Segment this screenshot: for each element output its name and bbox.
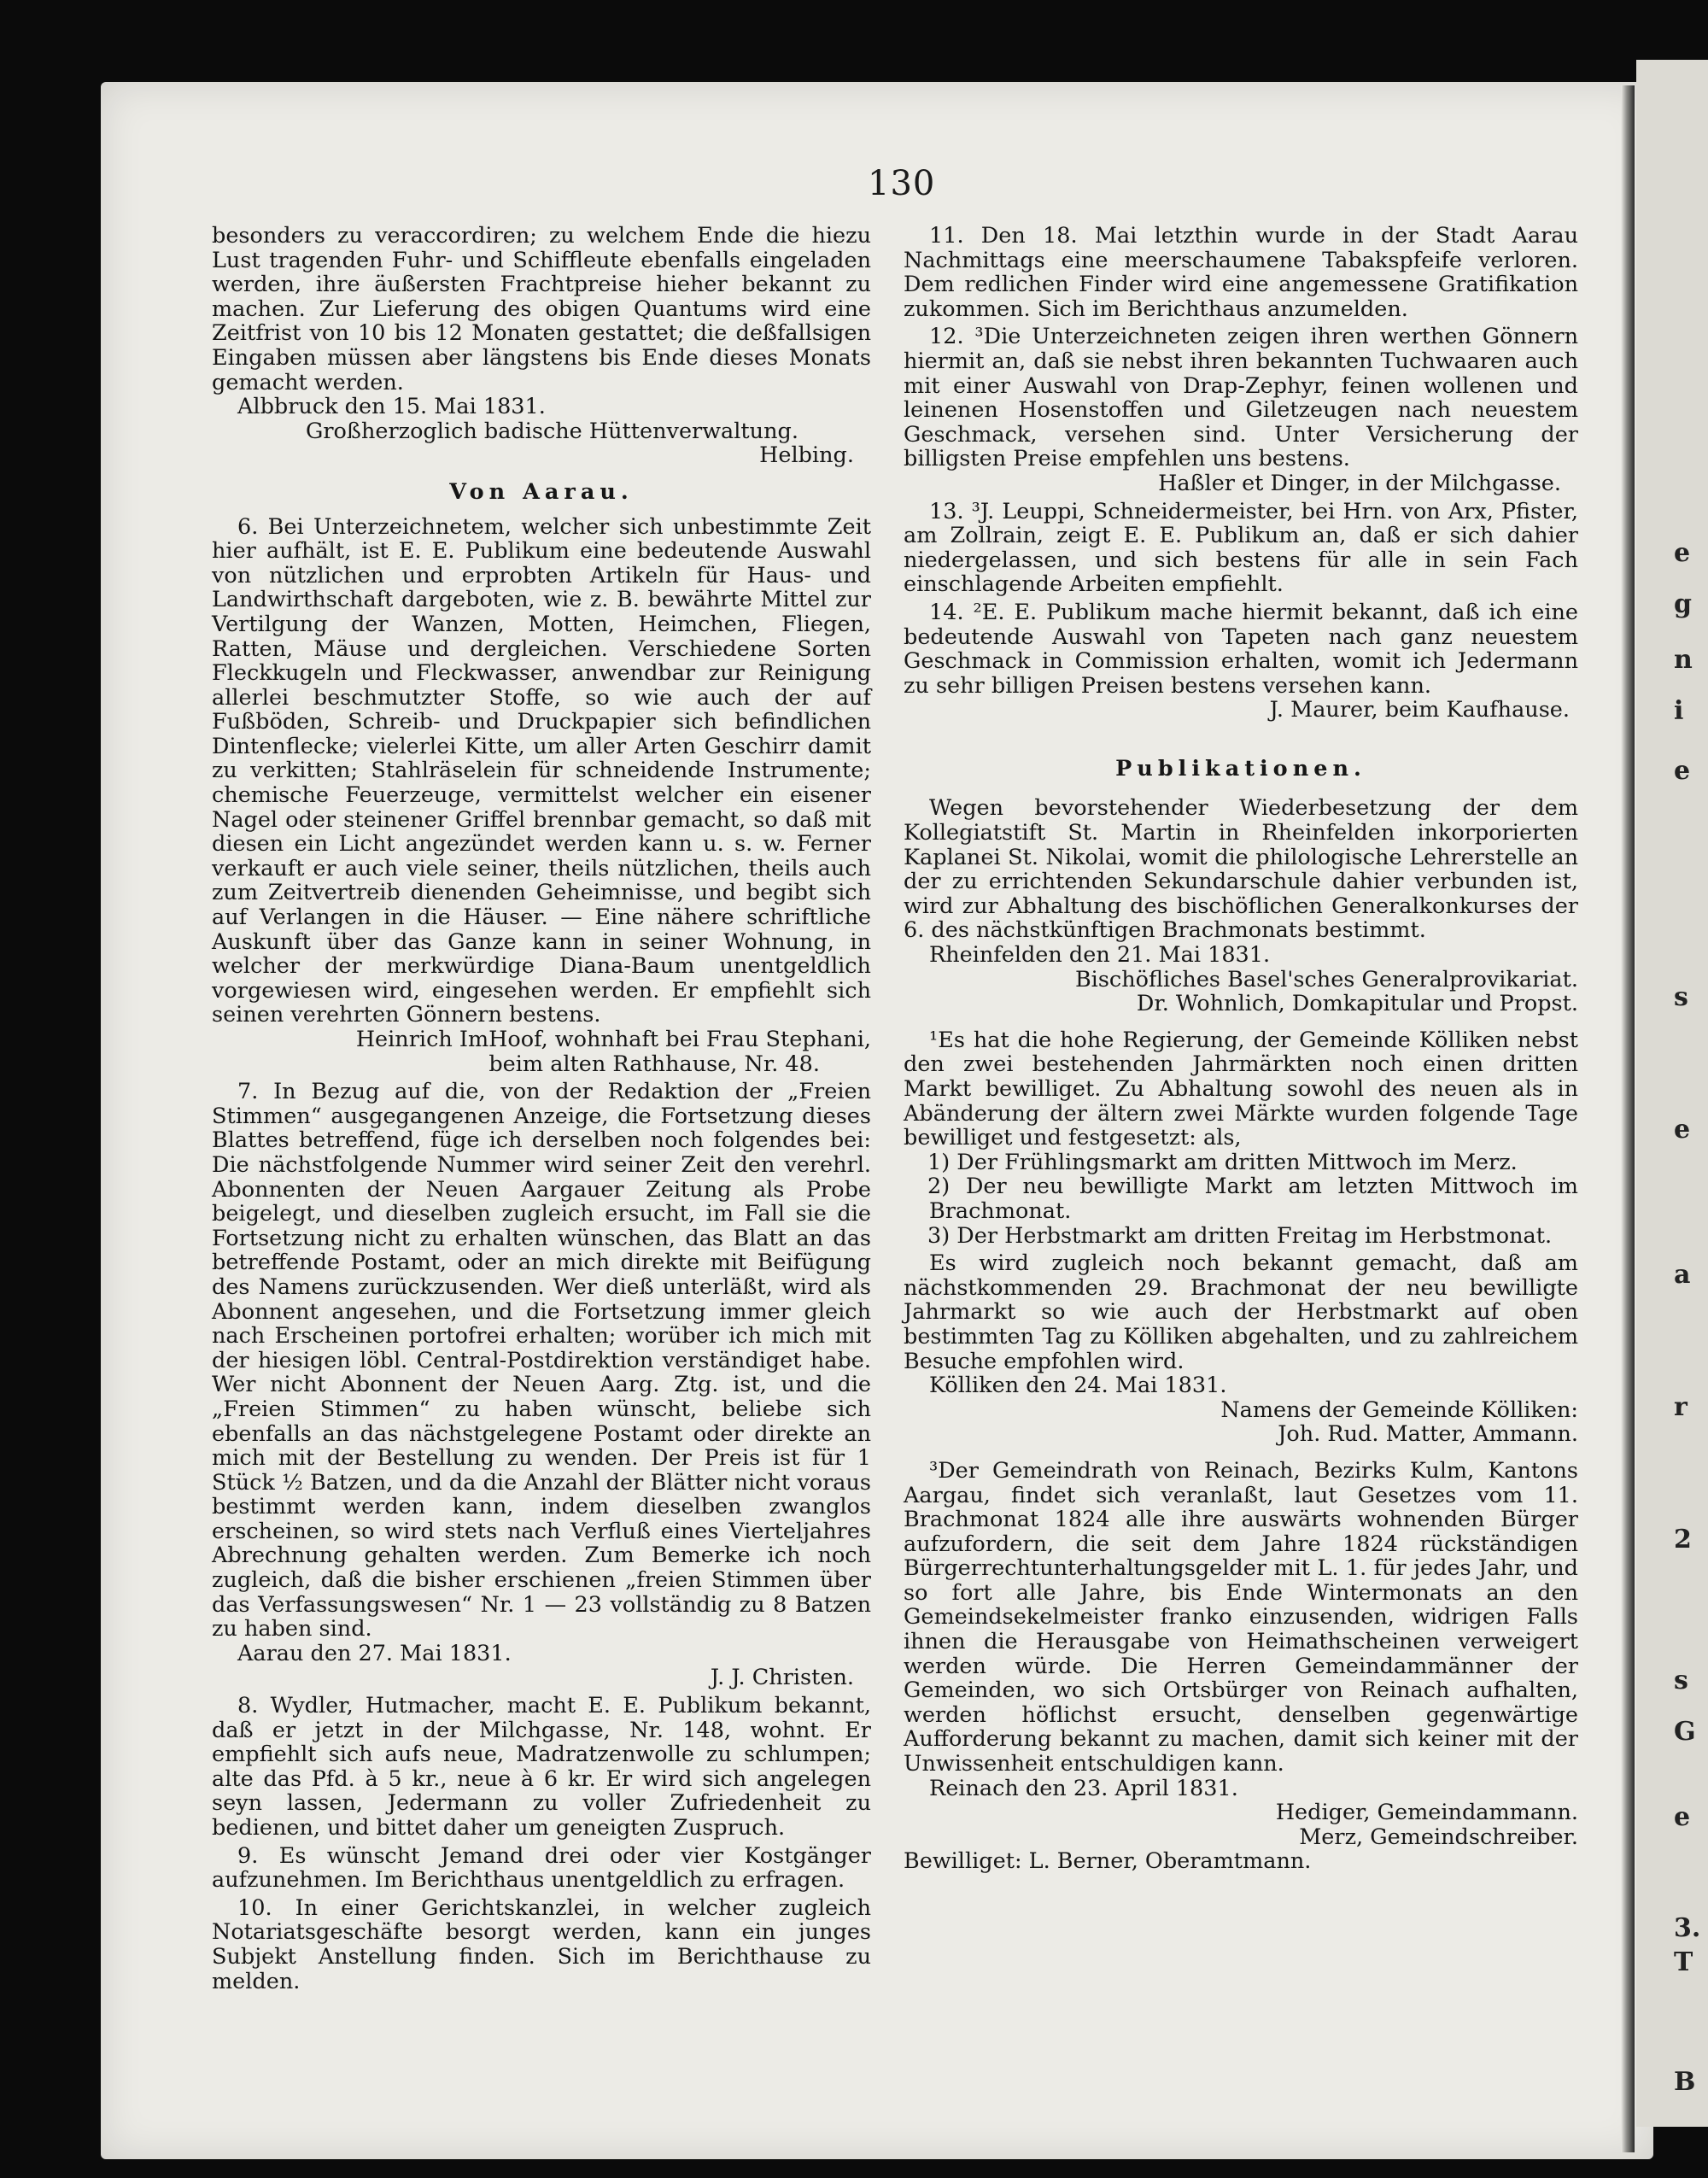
notice-13: 13. ³J. Leuppi, Schneidermeister, bei Hrn. von Arx, Pfister, am Zollrain, zeigt E. E. Publikum an, daß er sich dahier niedergelassen, und sich bestens für alle in sein Fach einschlagende Arbeiten empfiehlt. [904,498,1578,598]
publication-rheinfelden-signature: Dr. Wohnlich, Domkapitular und Propst. [1136,991,1578,1017]
publication-reinach-signature-2: Merz, Gemeindschreiber. [1299,1824,1578,1850]
notice-14-signature: J. Maurer, beim Kaufhause. [1269,697,1570,723]
edge-glyph: s [1674,1666,1688,1695]
notice-7-signature: J. J. Christen. [710,1665,854,1691]
market-list-item: 1) Der Frühlingsmarkt am dritten Mittwoch im Merz. [927,1149,1518,1175]
publication-rheinfelden: Wegen bevorstehender Wiederbesetzung der dem Kollegiatstift St. Martin in Rheinfelden inkorporierten Kaplanei St. Nikolai, womit die philologische Lehrerstelle an der zu errichtenden Sekundarschule dahier verbunden ist, wird zur Abhaltung des bischöflichen Generalkonkurses der 6. des nächstkünftigen Brachmonats bestimmt. [904,795,1578,944]
market-list-item: 3) Der Herbstmarkt am dritten Freitag im Herbstmonat. [927,1222,1553,1249]
notice-6-address: beim alten Rathhause, Nr. 48. [488,1051,820,1077]
publication-koelliken-signature: Joh. Rud. Matter, Ammann. [1278,1421,1578,1448]
edge-glyph: e [1674,1115,1691,1145]
edge-glyph: e [1674,538,1691,568]
edge-glyph: s [1674,982,1688,1012]
left-column [212,224,871,1994]
edge-glyph: e [1674,1802,1691,1832]
section-heading-publikationen: Publikationen. [1115,755,1366,782]
edge-glyph: r [1674,1392,1688,1422]
section-heading-aarau: Von Aarau. [449,478,634,505]
edge-glyph: a [1674,1260,1691,1290]
publication-rheinfelden-office: Bischöfliches Basel'sches Generalprovikariat. [1074,966,1578,992]
publication-koelliken: ¹Es hat die hohe Regierung, der Gemeinde Kölliken nebst den zwei bestehenden Jahrmärkten noch einen dritten Markt bewilliget. Zu Abhaltung sowohl des neuen als in Abänderung der ältern zwei Märkte wurden folgende Tage bewilliget und festgesetzt: als, [904,1027,1578,1151]
publication-rheinfelden-date: Rheinfelden den 21. Mai 1831. [929,942,1271,969]
intro-signature-name: Helbing. [759,442,854,469]
publication-koelliken-more: Es wird zugleich noch bekannt gemacht, daß am nächstkommenden 29. Brachmonat der neu bewilligte Jahrmarkt so wie auch der Herbstmarkt auf oben bestimmten Tag zu Kölliken abgehalten, und zu zahlreichem Besuche empfohlen wird. [904,1250,1578,1374]
notice-12: 12. ³Die Unterzeichneten zeigen ihren werthen Gönnern hiermit an, daß sie nebst ihren bekannten Tuchwaaren auch mit einer Auswahl von Drap-Zephyr, feinen wollenen und leinenen Hosenstoffen und Giletzeugen nach neuestem Geschmack, versehen sind. Unter Versicherung der billigsten Preise empfehlen uns bestens. [904,324,1578,472]
notice-7-date: Aarau den 27. Mai 1831. [237,1640,512,1666]
next-page-edge [1636,60,1708,2127]
page-number: 130 [868,164,936,203]
notice-10: 10. In einer Gerichtskanzlei, in welcher zugleich Notariatsgeschäfte besorgt werden, kann ein junges Subjekt Anstellung finden. Sich im Berichthause zu melden. [212,1894,871,1994]
notice-14: 14. ²E. E. Publikum mache hiermit bekannt, daß ich eine bedeutende Auswahl von Tapeten nach ganz neuestem Geschmack in Commission erhalten, womit ich Jedermann zu sehr billigen Preisen bestens versehen kann. [904,599,1578,699]
publication-reinach-date: Reinach den 23. April 1831. [929,1775,1238,1801]
publication-reinach-approval: Bewilliget: L. Berner, Oberamtmann. [904,1848,1312,1875]
publication-reinach-signature-1: Hediger, Gemeindammann. [1275,1800,1578,1826]
edge-glyph: 3. [1674,1913,1701,1943]
page-gutter [1621,85,1635,2152]
edge-glyph: g [1674,589,1692,619]
edge-glyph: T [1674,1947,1693,1977]
market-list-item: 2) Der neu bewilligte Markt am letzten Mittwoch im Brachmonat. [927,1174,1578,1224]
notice-9: 9. Es wünscht Jemand drei oder vier Kostgänger aufzunehmen. Im Berichthaus unentgeldlich zu erfragen. [212,1842,871,1894]
publication-reinach: ³Der Gemeindrath von Reinach, Bezirks Kulm, Kantons Aargau, findet sich veranlaßt, laut Gesetzes vom 11. Brachmonat 1824 alle ihre auswärts wohnenden Bürger aufzufordern, die seit dem Jahre 1824 rückständigen Bürgerrechtunterhaltungsgelder mit L. 1. für jedes Jahr, und so fort alle Jahre, bis Ende Wintermonats an den Gemeindsekelmeister franko einzusenden, widrigen Falls ihnen die Herausgabe von Heimathscheinen verweigert werden würde. Die Herren Gemeindammänner der Gemeinden, wo sich Ortsbürger von Reinach aufhalten, werden höflichst ersucht, denselben gegenwärtige Aufforderung bekannt zu machen, damit sich keiner mit der Unwissenheit entschuldigen kann. [904,1457,1578,1777]
intro-date: Albbruck den 15. Mai 1831. [237,394,546,420]
notice-12-signature: Haßler et Dinger, in der Milchgasse. [1158,470,1561,496]
notice-6-signature: Heinrich ImHoof, wohnhaft bei Frau Stephani, [355,1027,871,1052]
intro-paragraph: besonders zu veraccordiren; zu welchem Ende die hiezu Lust tragenden Fuhr- und Schiffleute ebenfalls eingeladen werden, ihre äußersten Frachtpreise hieher bekannt zu machen. Zur Lieferung des obigen Quantums wird eine Zeitfrist von 10 bis 12 Monaten gestattet; die deßfallsigen Eingaben müssen aber längstens bis Ende dieses Monats gemacht werden. [212,223,871,395]
intro-signature-office: Großherzoglich badische Hüttenverwaltung. [306,418,798,444]
notice-8: 8. Wydler, Hutmacher, macht E. E. Publikum bekannt, daß er jetzt in der Milchgasse, Nr. 148, wohnt. Er empfiehlt sich aufs neue, Madratzenwolle zu schlumpen; alte das Pfd. à 5 kr., neue à 6 kr. Er wird sich angelegen seyn lassen, Jedermann zu voller Zufriedenheit zu bedienen, und bittet daher um geneigten Zuspruch. [212,1693,871,1841]
edge-glyph: 2 [1674,1525,1692,1554]
edge-glyph: B [1674,2067,1696,2097]
notice-6: 6. Bei Unterzeichnetem, welcher sich unbestimmte Zeit hier aufhält, ist E. E. Publikum eine bedeutende Auswahl von nützlichen und erprobten Artikeln für Haus- und Landwirthschaft dargeboten, wie z. B. bewährte Mittel zur Vertilgung der Wanzen, Motten, Heimchen, Fliegen, Ratten, Mäuse und dergleichen. Verschiedene Sorten Fleckkugeln und Fleckwasser, anwendbar zur Reinigung allerlei beschmutzter Stoffe, so wie auch der auf Fußböden, Schreib- und Druckpapier sich befindlichen Dintenflecke; vielerlei Kitte, um aller Arten Geschirr damit zu verkitten; Stahlräselein für schneidende Instrumente; chemische Feuerzeuge, vermittelst welcher ein eisener Nagel oder steinener Griffel brennbar gemacht, so daß mit diesen ein Licht angezündet werden kann u. s. w. Ferner verkauft er auch viele seiner, theils nützlichen, theils auch zum Zeitvertreib dienenden Geheimnisse, und begibt sich auf Verlangen in die Häuser. — Eine nähere schriftliche Auskunft über das Ganze kann in seiner Wohnung, in welcher der merkwürdige Diana-Baum unentgeldlich vorgewiesen wird, eingesehen werden. Er empfiehlt sich seinen verehrten Gönnern bestens. [212,513,871,1028]
notice-7: 7. In Bezug auf die, von der Redaktion der „Freien Stimmen“ ausgegangenen Anzeige, die Fortsetzung dieses Blattes betreffend, füge ich derselben noch folgendes bei: Die nächstfolgende Nummer wird seiner Zeit den verehrl. Abonnenten der Neuen Aargauer Zeitung als Probe beigelegt, und dieselben zugleich ersucht, im Fall sie die Fortsetzung nicht zu erhalten wünschen, das Blatt an das betreffende Postamt, oder an mich direkte mit Beifügung des Namens zurückzusenden. Wer dieß unterläßt, wird als Abonnent angesehen, und die Fortsetzung immer gleich nach Erscheinen portofrei erhalten; worüber ich mich mit der hiesigen löbl. Central-Postdirektion verständiget habe. Wer nicht Abonnent der Neuen Aarg. Ztg. ist, und die „Freien Stimmen“ zu haben wünscht, beliebe sich ebenfalls an das nächstgelegene Postamt oder direkte an mich mit der Bestellung zu wenden. Der Preis ist für 1 Stück ½ Batzen, und da die Anzahl der Blätter nicht voraus bestimmt werden kann, indem dieselben zwanglos erscheinen, so wird stets nach Verfluß eines Vierteljahres Abrechnung gehalten werden. Zum Bemerke ich noch zugleich, daß die bisher erschienen „freien Stimmen über das Verfassungswesen“ Nr. 1 — 23 vollständig zu 8 Batzen zu haben sind. [212,1079,871,1642]
edge-glyph: e [1674,756,1691,786]
publication-koelliken-date: Kölliken den 24. Mai 1831. [929,1373,1227,1399]
right-column [904,224,1578,1874]
edge-glyph: G [1674,1717,1696,1747]
notice-11: 11. Den 18. Mai letzthin wurde in der Stadt Aarau Nachmittags eine meerschaumene Tabakspfeife verloren. Dem redlichen Finder wird eine angemessene Gratifikation zukommen. Sich im Berichthaus anzumelden. [904,223,1578,322]
edge-glyph: n [1674,645,1693,675]
edge-glyph: i [1674,696,1684,726]
publication-koelliken-community: Namens der Gemeinde Kölliken: [1220,1396,1578,1423]
